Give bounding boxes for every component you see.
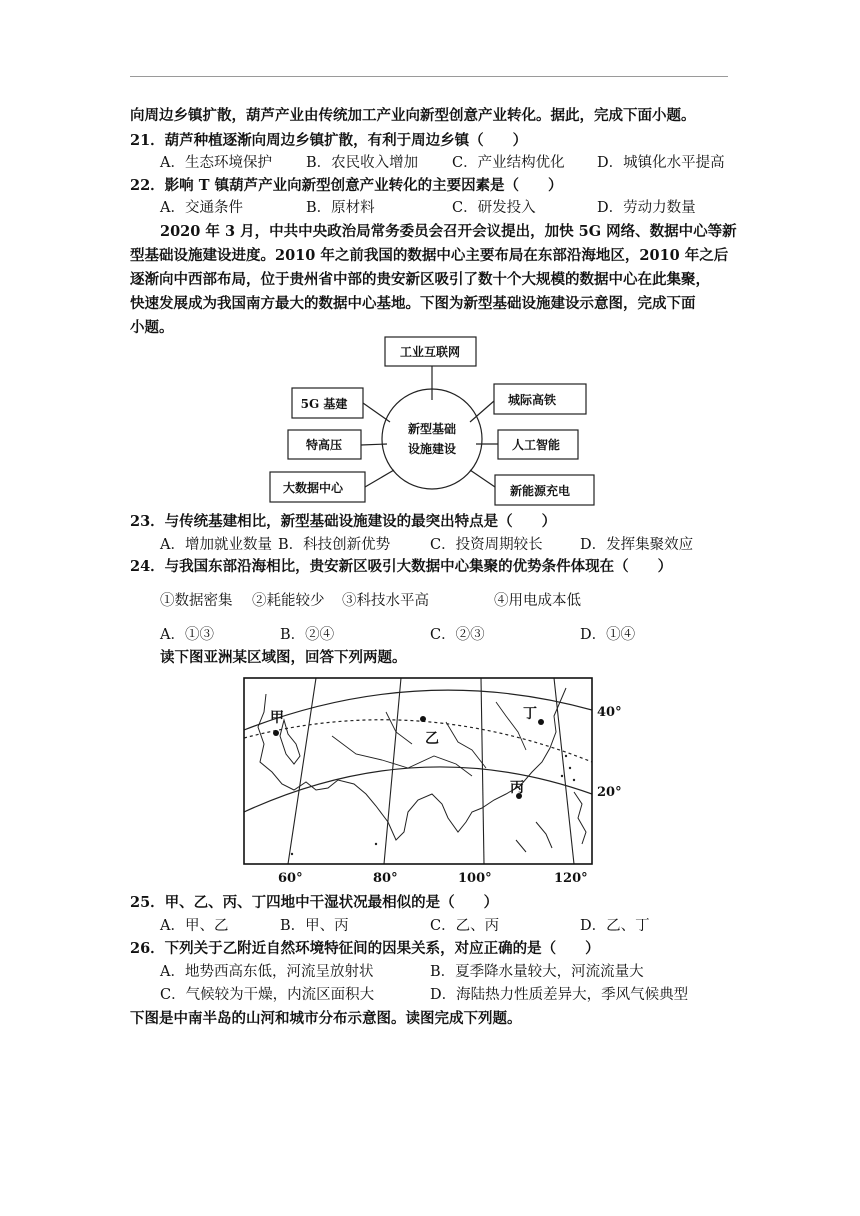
place-label-bing: 丙 — [510, 780, 524, 796]
q26-stem: 26．下列关于乙附近自然环境特征间的因果关系，对应正确的是（ ） — [130, 940, 600, 957]
diagram-center-line-1: 新型基础 — [407, 422, 457, 436]
q23-option-a[interactable]: A．增加就业数量 — [160, 537, 272, 553]
passage2-line-1: 2020 年 3 月，中共中央政治局常务委员会召开会议提出，加快 5G 网络、数据中心等新 — [160, 223, 737, 240]
diagram-center-line-2: 设施建设 — [407, 442, 457, 456]
diagram-label-left-3: 大数据中心 — [282, 481, 344, 495]
q26-option-d[interactable]: D．海陆热力性质差异大，季风气候典型 — [430, 987, 689, 1003]
meridian-80 — [384, 678, 401, 864]
q21-option-a[interactable]: A．生态环境保护 — [160, 155, 272, 171]
passage2-line-3: 逐渐向中西部布局，位于贵州省中部的贵安新区吸引了数十个大规模的数据中心在此集聚， — [130, 271, 710, 288]
lon-label-60: 60° — [278, 871, 303, 886]
passage2-line-4: 快速发展成为我国南方最大的数据中心基地。下图为新型基础设施建设示意图，完成下面 — [130, 295, 696, 312]
q25-option-c[interactable]: C．乙、丙 — [430, 918, 500, 934]
q24-option-d[interactable]: D．①④ — [580, 627, 636, 643]
place-jia-dot — [273, 730, 279, 736]
tropic-dashed-line — [244, 720, 592, 762]
header-rule — [130, 76, 728, 77]
diagram-label-left-1: 5G 基建 — [300, 397, 348, 411]
passage2-line-2: 型基础设施建设进度。2010 年之前我国的数据中心主要布局在东部沿海地区，2010 年之后 — [130, 247, 729, 264]
q25-option-b[interactable]: B．甲、丙 — [280, 918, 349, 934]
q25-option-d[interactable]: D．乙、丁 — [580, 918, 650, 934]
lat-label-40: 40° — [597, 705, 622, 720]
meridian-60 — [288, 678, 316, 864]
place-ding-dot — [538, 719, 544, 725]
place-label-jia: 甲 — [270, 710, 284, 726]
q22-option-c[interactable]: C．研发投入 — [452, 200, 536, 216]
islands — [516, 792, 586, 852]
passage2-line-5: 小题。 — [130, 319, 174, 336]
place-yi-dot — [420, 716, 426, 722]
q25-stem: 25．甲、乙、丙、丁四地中干湿状况最相似的是（ ） — [130, 894, 499, 911]
diagram-label-right-3: 新能源充电 — [509, 484, 571, 498]
diagram-label-right-1: 城际高铁 — [507, 393, 557, 407]
q24-item-4: ④用电成本低 — [494, 593, 581, 609]
coastline — [258, 688, 566, 840]
q21-stem: 21．葫芦种植逐渐向周边乡镇扩散，有利于周边乡镇（ ） — [130, 132, 528, 149]
place-label-yi: 乙 — [425, 731, 439, 747]
q24-item-1: ①数据密集 — [160, 593, 233, 609]
lon-label-100: 100° — [458, 871, 492, 886]
closing-text: 下图是中南半岛的山河和城市分布示意图。读图完成下列题。 — [130, 1010, 522, 1027]
q26-option-c[interactable]: C．气候较为干燥，内流区面积大 — [160, 987, 375, 1003]
q23-stem: 23．与传统基建相比，新型基础设施建设的最突出特点是（ ） — [130, 513, 557, 530]
asia-region-map — [236, 672, 626, 892]
q24-item-2: ②耗能较少 — [252, 593, 325, 609]
meridian-100 — [481, 678, 484, 864]
diagram-label-top: 工业互联网 — [399, 345, 461, 359]
lon-label-120: 120° — [554, 871, 588, 886]
q26-option-b[interactable]: B．夏季降水量较大，河流流量大 — [430, 964, 644, 980]
latitude-20-line — [244, 767, 592, 812]
q22-stem: 22．影响 T 镇葫芦产业向新型创意产业转化的主要因素是（ ） — [130, 177, 563, 194]
q22-option-b[interactable]: B．原材料 — [306, 200, 375, 216]
q21-option-c[interactable]: C．产业结构优化 — [452, 155, 565, 171]
q22-option-d[interactable]: D．劳动力数量 — [597, 200, 696, 216]
q23-option-b[interactable]: B．科技创新优势 — [278, 537, 391, 553]
lat-label-20: 20° — [597, 785, 622, 800]
q26-option-a[interactable]: A．地势西高东低，河流呈放射状 — [160, 964, 374, 980]
map-intro: 读下图亚洲某区域图，回答下列两题。 — [160, 649, 407, 666]
infrastructure-diagram — [262, 332, 608, 510]
diagram-label-left-2: 特高压 — [305, 438, 343, 452]
q23-option-d[interactable]: D．发挥集聚效应 — [580, 537, 694, 553]
lon-label-80: 80° — [373, 871, 398, 886]
q24-option-c[interactable]: C．②③ — [430, 627, 485, 643]
q24-stem: 24．与我国东部沿海相比，贵安新区吸引大数据中心集聚的优势条件体现在（ ） — [130, 558, 673, 575]
q22-option-a[interactable]: A．交通条件 — [160, 200, 243, 216]
q21-option-b[interactable]: B．农民收入增加 — [306, 155, 419, 171]
q24-option-b[interactable]: B．②④ — [280, 627, 335, 643]
diagram-label-right-2: 人工智能 — [511, 438, 561, 452]
q25-option-a[interactable]: A．甲、乙 — [160, 918, 229, 934]
place-label-ding: 丁 — [523, 706, 537, 722]
q24-item-3: ③科技水平高 — [342, 593, 429, 609]
diagram-center-circle — [382, 389, 482, 489]
passage-intro-tail: 向周边乡镇扩散，葫芦产业由传统加工产业向新型创意产业转化。据此，完成下面小题。 — [130, 107, 696, 124]
meridian-120 — [554, 678, 574, 864]
q23-option-c[interactable]: C．投资周期较长 — [430, 537, 543, 553]
q21-option-d[interactable]: D．城镇化水平提高 — [597, 155, 725, 171]
q24-option-a[interactable]: A．①③ — [160, 627, 214, 643]
